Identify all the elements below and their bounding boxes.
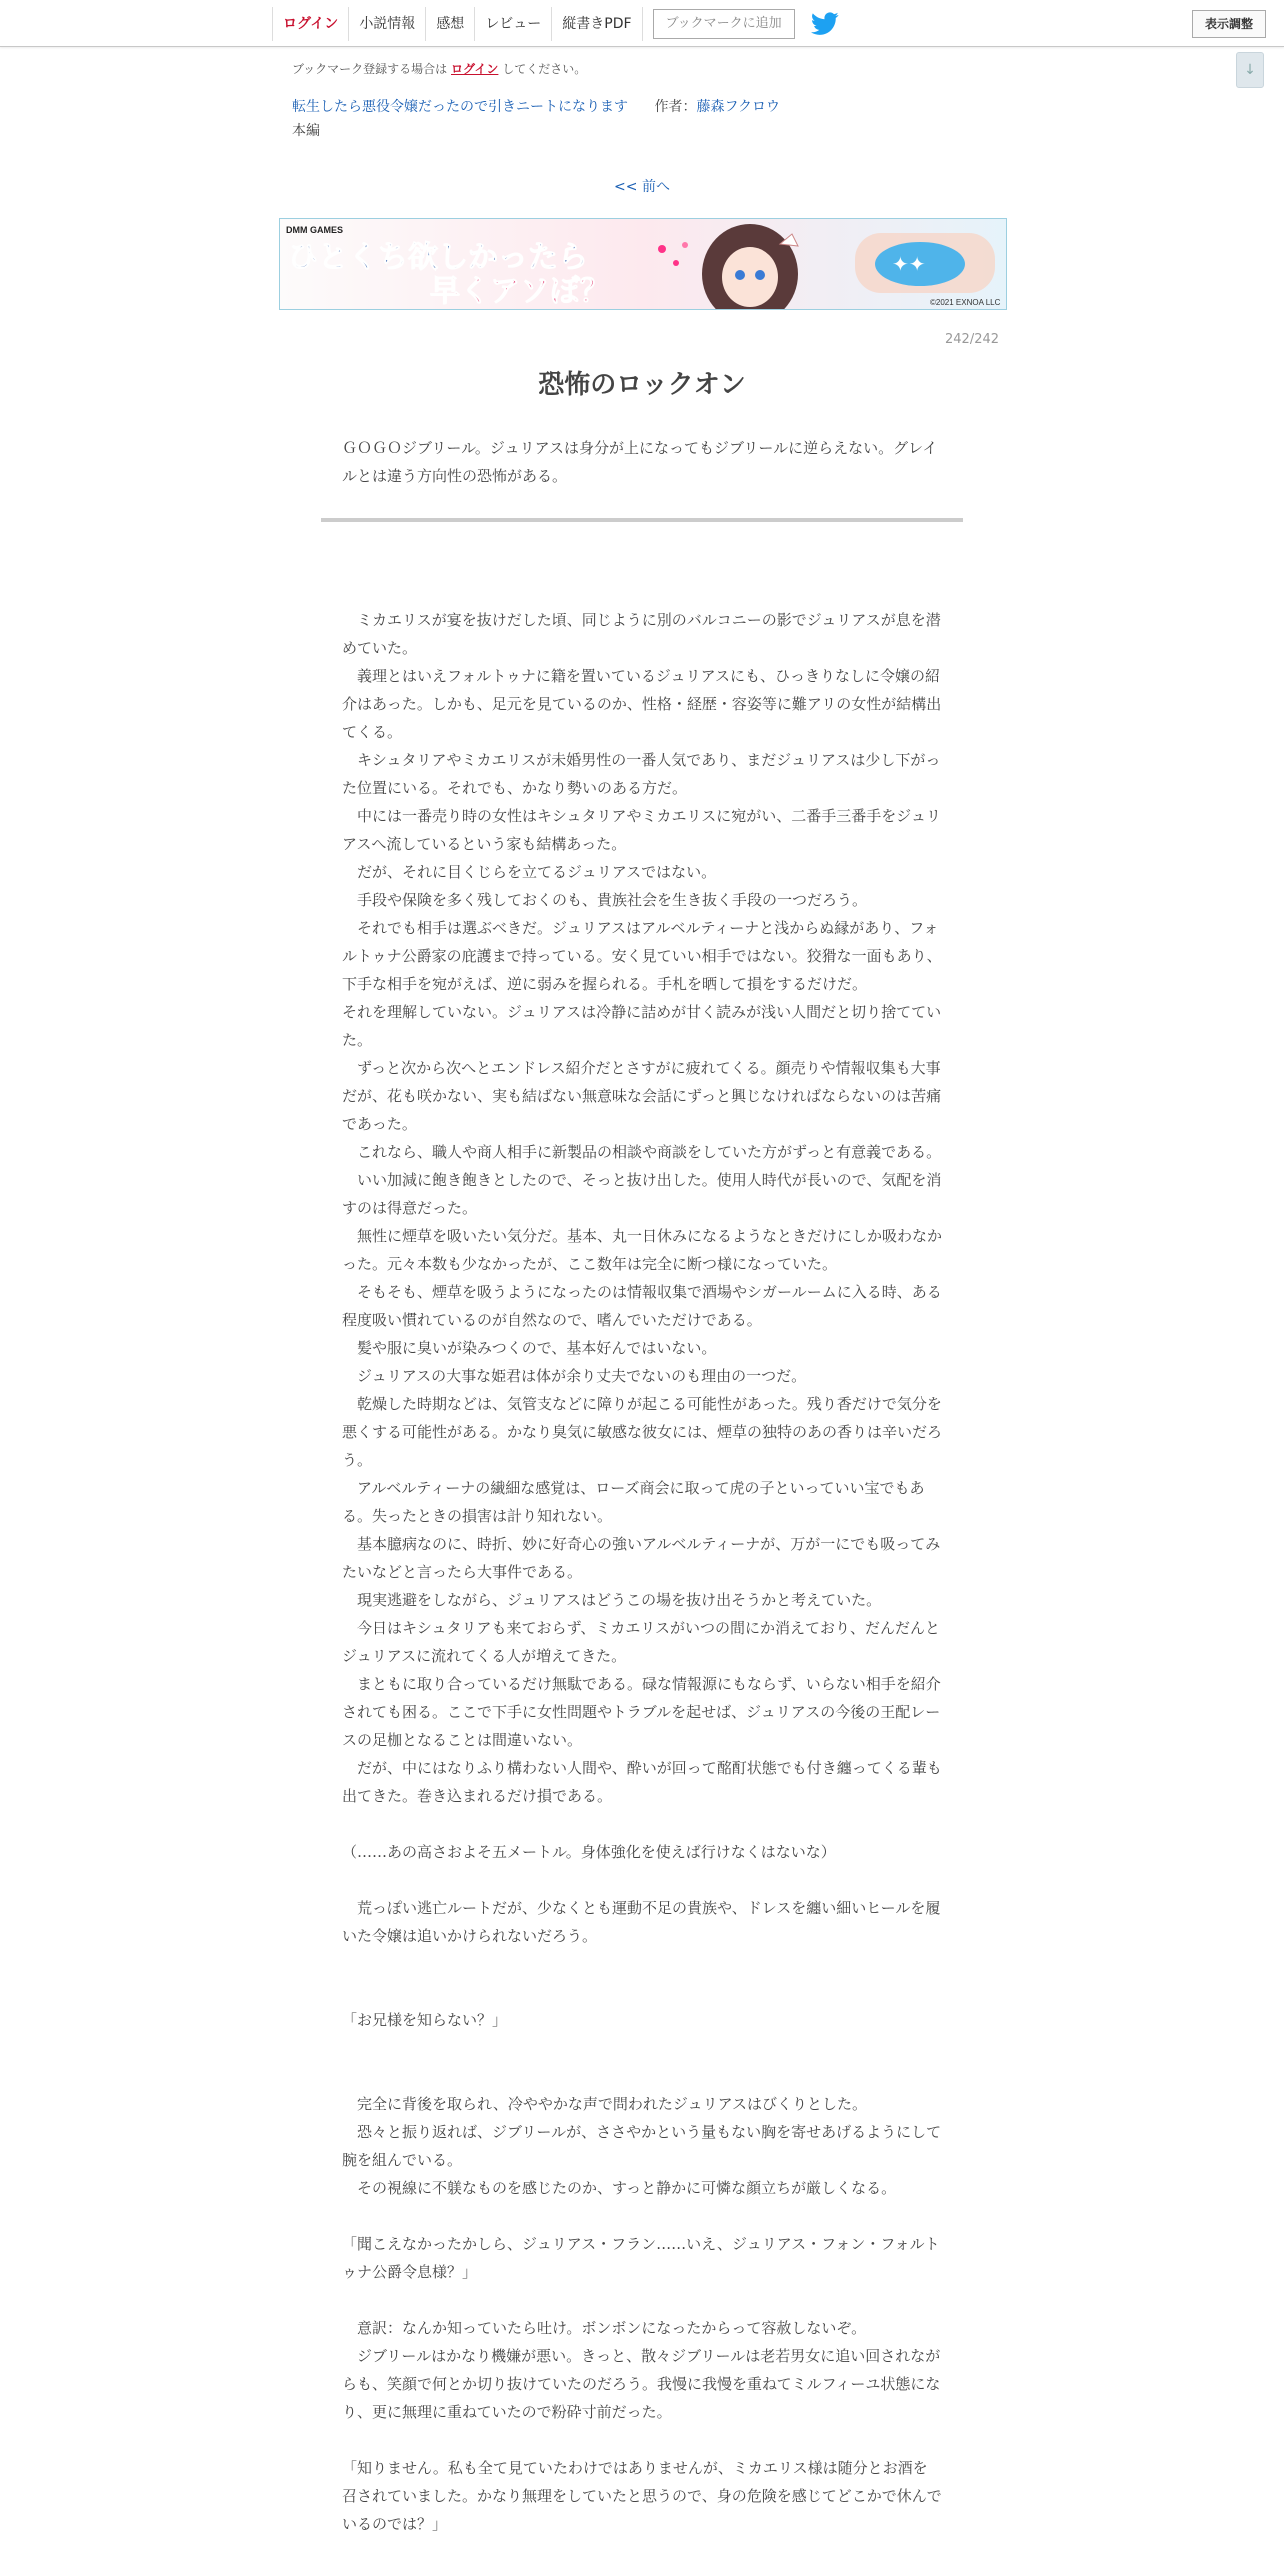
body-paragraph: 「聞こえなかったかしら、ジュリアス・フラン……いえ、ジュリアス・フォン・フォルトゥナ公爵令息様？」 <box>342 2235 940 2281</box>
body-paragraph: それを理解していない。ジュリアスは冷静に詰めが甘く読みが浅い人間だと切り捨てていた。 <box>342 1003 942 1049</box>
body-paragraph <box>342 2062 942 2090</box>
body-paragraph: ずっと次から次へとエンドレス紹介だとさすがに疲れてくる。顔売りや情報収集も大事だが、花も咲かない、実も結ばない無意味な会話にずっと興じなければならないのは苦痛であった。 <box>342 1059 942 1133</box>
body-paragraph <box>342 2426 942 2454</box>
body-paragraph <box>342 2286 942 2314</box>
body-paragraph: ミカエリスが宴を抜けだした頃、同じように別のバルコニーの影でジュリアスが息を潜めていた。 <box>342 611 941 657</box>
body-paragraph: 「知りません。私も全て見ていたわけではありませんが、ミカエリス様は随分とお酒を召されていました。かなり無理をしていたと思うので、身の危険を感じてどこかで休んでいるのでは？」 <box>342 2459 942 2533</box>
body-paragraph <box>342 2202 942 2230</box>
body-paragraph: これなら、職人や商人相手に新製品の相談や商談をしていた方がずっと有意義である。 <box>342 1143 942 1161</box>
body-paragraph <box>342 2034 942 2062</box>
body-paragraph: 今日はキシュタリアも来ておらず、ミカエリスがいつの間にか消えており、だんだんとジュリアスに流れてくる人が増えてきた。 <box>342 1619 941 1665</box>
body-paragraph: いい加減に飽き飽きとしたので、そっと抜け出した。使用人時代が長いので、気配を消すのは得意だった。 <box>342 1171 942 1217</box>
body-paragraph: 手段や保険を多く残しておくのも、貴族社会を生き抜く手段の一つだろう。 <box>342 891 868 909</box>
author-label: 作者： <box>654 99 697 115</box>
body-paragraph: 恐々と振り返れば、ジブリールが、ささやかという量もない胸を寄せあげるようにして腕を組んでいる。 <box>342 2123 942 2169</box>
body-paragraph: 無性に煙草を吸いたい気分だ。基本、丸一日休みになるようなときだけにしか吸わなかった。元々本数も少なかったが、ここ数年は完全に断つ様になっていた。 <box>342 1227 943 1273</box>
add-bookmark-button[interactable]: ブックマークに追加 <box>653 9 795 39</box>
body-paragraph: 現実逃避をしながら、ジュリアスはどうこの場を抜け出そうかと考えていた。 <box>342 1591 882 1609</box>
body-paragraph: それでも相手は選ぶべきだ。ジュリアスはアルベルティーナと浅からぬ縁があり、フォルトゥナ公爵家の庇護まで持っている。安く見ていい相手ではない。狡猾な一面もあり、下手な相手を宛がえば、逆に弱みを握られる。手札を晒して損をするだけだ。 <box>342 919 942 993</box>
series-info <box>292 96 780 116</box>
body-paragraph <box>342 1810 942 1838</box>
svg-text:✦✦: ✦✦ <box>892 252 926 276</box>
bookmark-note-login-link[interactable]: ログイン <box>451 62 499 76</box>
prev-page-link: << 前へ <box>614 179 670 195</box>
body-paragraph: キシュタリアやミカエリスが未婚男性の一番人気であり、まだジュリアスは少し下がった位置にいる。それでも、かなり勢いのある方だ。 <box>342 751 941 797</box>
novel-body <box>342 606 942 2538</box>
global-nav <box>272 7 839 41</box>
ad-banner[interactable] <box>279 218 1007 310</box>
chapter-preface: ＧＯＧＯジブリール。ジュリアスは身分が上になってもジブリールに逆らえない。グレイルとは違う方向性の恐怖がある。 <box>342 439 938 485</box>
body-paragraph: （……あの高さおよそ五メートル。身体強化を使えば行けなくはないな） <box>342 1843 836 1861</box>
review-link[interactable]: レビュー <box>474 7 551 41</box>
impressions-link[interactable]: 感想 <box>425 7 474 41</box>
novel-info-link[interactable]: 小説情報 <box>348 7 425 41</box>
body-paragraph: 基本臆病なのに、時折、妙に好奇心の強いアルベルティーナが、万が一にでも吸ってみたいなどと言ったら大事件である。 <box>342 1535 941 1581</box>
body-paragraph: だが、中にはなりふり構わない人間や、酔いが回って酩酊状態でも付き纏ってくる輩も出てきた。巻き込まれるだけ損である。 <box>342 1759 942 1805</box>
body-paragraph: 中には一番売り時の女性はキシュタリアやミカエリスに宛がい、二番手三番手をジュリアスへ流しているという家も結構あった。 <box>342 807 941 853</box>
section-label: 本編 <box>292 123 320 139</box>
ad-banner-art <box>280 219 1006 309</box>
body-paragraph <box>342 1978 942 2006</box>
body-paragraph <box>342 1866 942 1894</box>
body-paragraph: 荒っぽい逃亡ルートだが、少なくとも運動不足の貴族や、ドレスを纏い細いヒールを履いた令嬢は追いかけられないだろう。 <box>342 1899 941 1945</box>
body-paragraph: 完全に背後を取られ、冷ややかな声で問われたジュリアスはびくりとした。 <box>342 2095 868 2113</box>
login-link[interactable]: ログイン <box>272 7 348 41</box>
chapter-count: 242/242 <box>945 332 1000 347</box>
body-paragraph: アルベルティーナの繊細な感覚は、ローズ商会に取って虎の子といっていい宝でもある。失ったときの損害は計り知れない。 <box>342 1479 925 1525</box>
ad-brand: DMM GAMES <box>286 225 343 235</box>
novel-title-link[interactable]: 転生したら悪役令嬢だったので引きニートになります <box>292 99 628 115</box>
body-paragraph: 意訳：なんか知っていたら吐け。ボンボンになったからって容赦しないぞ。 <box>342 2319 867 2337</box>
top-navigation-bar <box>0 0 1284 47</box>
body-paragraph: 乾燥した時期などは、気管支などに障りが起こる可能性があった。残り香だけで気分を悪くする可能性がある。かなり臭気に敏感な彼女には、煙草の独特のあの香りは辛いだろう。 <box>342 1395 943 1469</box>
ad-line2: 早くアソぼ？ <box>430 274 610 309</box>
body-paragraph: 義理とはいえフォルトゥナに籍を置いているジュリアスにも、ひっきりなしに令嬢の紹介はあった。しかも、足元を見ているのか、性格・経歴・容姿等に難アリの女性が結構出てくる。 <box>342 667 942 741</box>
preface-divider <box>321 518 963 522</box>
scroll-down-arrow-icon[interactable]: ↓ <box>1236 52 1264 88</box>
body-paragraph: そもそも、煙草を吸うようになったのは情報収集で酒場やシガールームに入る時、ある程度吸い慣れているのが自然なので、嗜んでいただけである。 <box>342 1283 942 1329</box>
vertical-pdf-link[interactable]: 縦書きPDF <box>551 7 642 41</box>
body-paragraph: だが、それに目くじらを立てるジュリアスではない。 <box>342 863 717 881</box>
body-paragraph <box>342 1950 942 1978</box>
display-settings-button[interactable]: 表示調整 <box>1192 10 1266 38</box>
body-paragraph: その視線に不躾なものを感じたのか、すっと静かに可憐な顔立ちが厳しくなる。 <box>342 2179 897 2197</box>
twitter-bird-icon[interactable] <box>811 12 839 36</box>
ad-line1: ひとくち欲しかったら <box>288 240 588 275</box>
body-paragraph: まともに取り合っているだけ無駄である。碌な情報源にもならず、いらない相手を紹介されても困る。ここで下手に女性問題やトラブルを起せば、ジュリアスの今後の王配レースの足枷となることは間違いない。 <box>342 1675 941 1749</box>
body-paragraph: ジブリールはかなり機嫌が悪い。きっと、散々ジブリールは老若男女に追い回されながらも、笑顔で何とか切り抜けていたのだろう。我慢に我慢を重ねてミルフィーユ状態になり、更に無理に重ねていたので粉砕寸前だった。 <box>342 2347 941 2421</box>
body-paragraph: ジュリアスの大事な姫君は体が余り丈夫でないのも理由の一つだ。 <box>342 1367 807 1385</box>
body-paragraph: 「お兄様を知らない？」 <box>342 2011 508 2029</box>
chapter-title: 恐怖のロックオン <box>538 370 746 400</box>
body-paragraph: 髪や服に臭いが染みつくので、基本好んではいない。 <box>342 1339 717 1357</box>
ad-copyright: ©2021 EXNOA LLC <box>930 298 1001 307</box>
bookmark-login-note: ブックマーク登録する場合は ログイン してください。 <box>292 62 587 76</box>
author-link[interactable]: 藤森フクロウ <box>696 99 781 115</box>
